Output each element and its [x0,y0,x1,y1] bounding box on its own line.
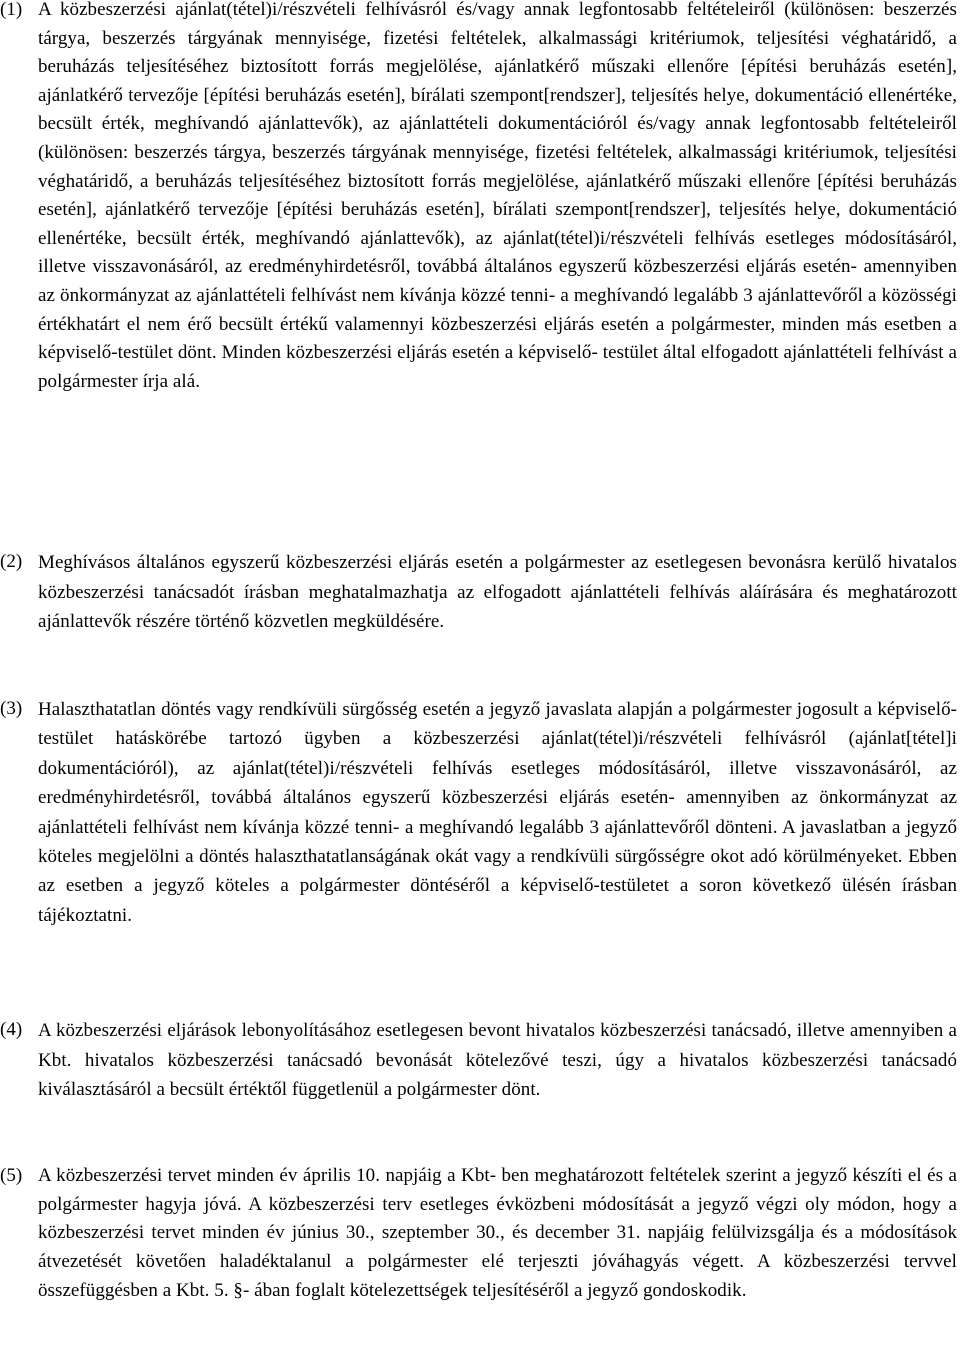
paragraph-number: (5) [0,1165,23,1186]
paragraph-text: A közbeszerzési eljárások lebonyolításához esetlegesen bevont hivatalos közbeszerzési tanácsadó, illetve amennyiben a Kbt. hivatalos közbeszerzési tanácsadó bevonását kötelezővé teszi, úgy a hivatalos közbeszerzési tanácsadó kiválasztásáról a becsült értéktől függetlenül a polgármester dönt. [38,1020,957,1100]
paragraph-3 [0,695,957,930]
paragraph-5 [0,1162,957,1306]
paragraph-number: (3) [0,698,23,719]
paragraph-number: (4) [0,1019,23,1040]
paragraph-4 [0,1016,957,1105]
paragraph-2 [0,548,957,637]
paragraph-number: (1) [0,0,23,20]
paragraph-text: Halaszthatatlan döntés vagy rendkívüli sürgősség esetén a jegyző javaslata alapján a polgármester jogosult a képviselő- testület hatáskörébe tartozó ügyben a közbeszerzési ajánlat(tétel)i/részvételi felhívásról (ajánlat[tétel]i dokumentációról), az ajánlat(tétel)i/részvételi felhívás esetleges módosításáról, illetve visszavonásáról, az eredményhirdetésről, továbbá általános egyszerű közbeszerzési eljárás esetén- amennyiben az önkormányzat az ajánlattételi felhívást nem kívánja közzé tenni- a meghívandó legalább 3 ajánlattevőről dönteni. A javaslatban a jegyző köteles megjelölni a döntés halaszthatatlanságának okát vagy a rendkívüli sürgősségre okot adó körülményeket. Ebben az esetben a jegyző köteles a polgármester döntéséről a képviselő-testületet a soron következő ülésén írásban tájékoztatni. [38,699,957,926]
paragraph-text: Meghívásos általános egyszerű közbeszerzési eljárás esetén a polgármester az esetlegesen bevonásra kerülő hivatalos közbeszerzési tanácsadót írásban meghatalmazhatja az elfogadott ajánlattételi felhívás aláírására és meghatározott ajánlattevők részére történő közvetlen megküldésére. [38,552,957,632]
paragraph-text: A közbeszerzési tervet minden év április 10. napjáig a Kbt- ben meghatározott feltételek szerint a jegyző készíti el és a polgármester hagyja jóvá. A közbeszerzési terv esetleges évközbeni módosítását a jegyző végzi oly módon, hogy a közbeszerzési tervet minden év június 30., szeptember 30., és december 31. napjáig felülvizsgálja és a módosítások átvezetését követően haladéktalanul a polgármester elé terjeszti jóváhagyás végett. A közbeszerzési tervvel összefüggésben a Kbt. 5. §- ában foglalt kötelezettségek teljesítéséről a jegyző gondoskodik. [38,1165,957,1301]
paragraph-number: (2) [0,551,23,572]
paragraph-1 [0,0,957,396]
paragraph-text: A közbeszerzési ajánlat(tétel)i/részvételi felhívásról és/vagy annak legfontosabb feltételeiről (különösen: beszerzés tárgya, beszerzés tárgyának mennyisége, fizetési feltételek, alkalmassági kritériumok, teljesítési véghatáridő, a beruházás teljesítéséhez biztosított forrás megjelölése, ajánlatkérő műszaki ellenőre [építési beruházás esetén], ajánlatkérő tervezője [építési beruházás esetén], bírálati szempont[rendszer], teljesítés helye, dokumentáció ellenértéke, becsült érték, meghívandó ajánlattevők), az ajánlattételi dokumentációról és/vagy annak legfontosabb feltételeiről (különösen: beszerzés tárgya, beszerzés tárgyának mennyisége, fizetési feltételek, alkalmassági kritériumok, teljesítési véghatáridő, a beruházás teljesítéséhez biztosított forrás megjelölése, ajánlatkérő műszaki ellenőre [építési beruházás esetén], ajánlatkérő tervezője [építési beruházás esetén], bírálati szempont[rendszer], teljesítés helye, dokumentáció ellenértéke, becsült érték, meghívandó ajánlattevők), az ajánlat(tétel)i/részvételi felhívás esetleges módosításáról, illetve visszavonásáról, az eredményhirdetésről, továbbá általános egyszerű közbeszerzési eljárás esetén- amennyiben az önkormányzat az ajánlattételi felhívást nem kívánja közzé tenni- a meghívandó legalább 3 ajánlattevőről a közösségi értékhatárt el nem érő becsült értékű valamennyi közbeszerzési eljárás esetén a polgármester, minden más esetben a képviselő-testület dönt. Minden közbeszerzési eljárás esetén a képviselő- testület által elfogadott ajánlattételi felhívást a polgármester írja alá. [38,0,957,392]
